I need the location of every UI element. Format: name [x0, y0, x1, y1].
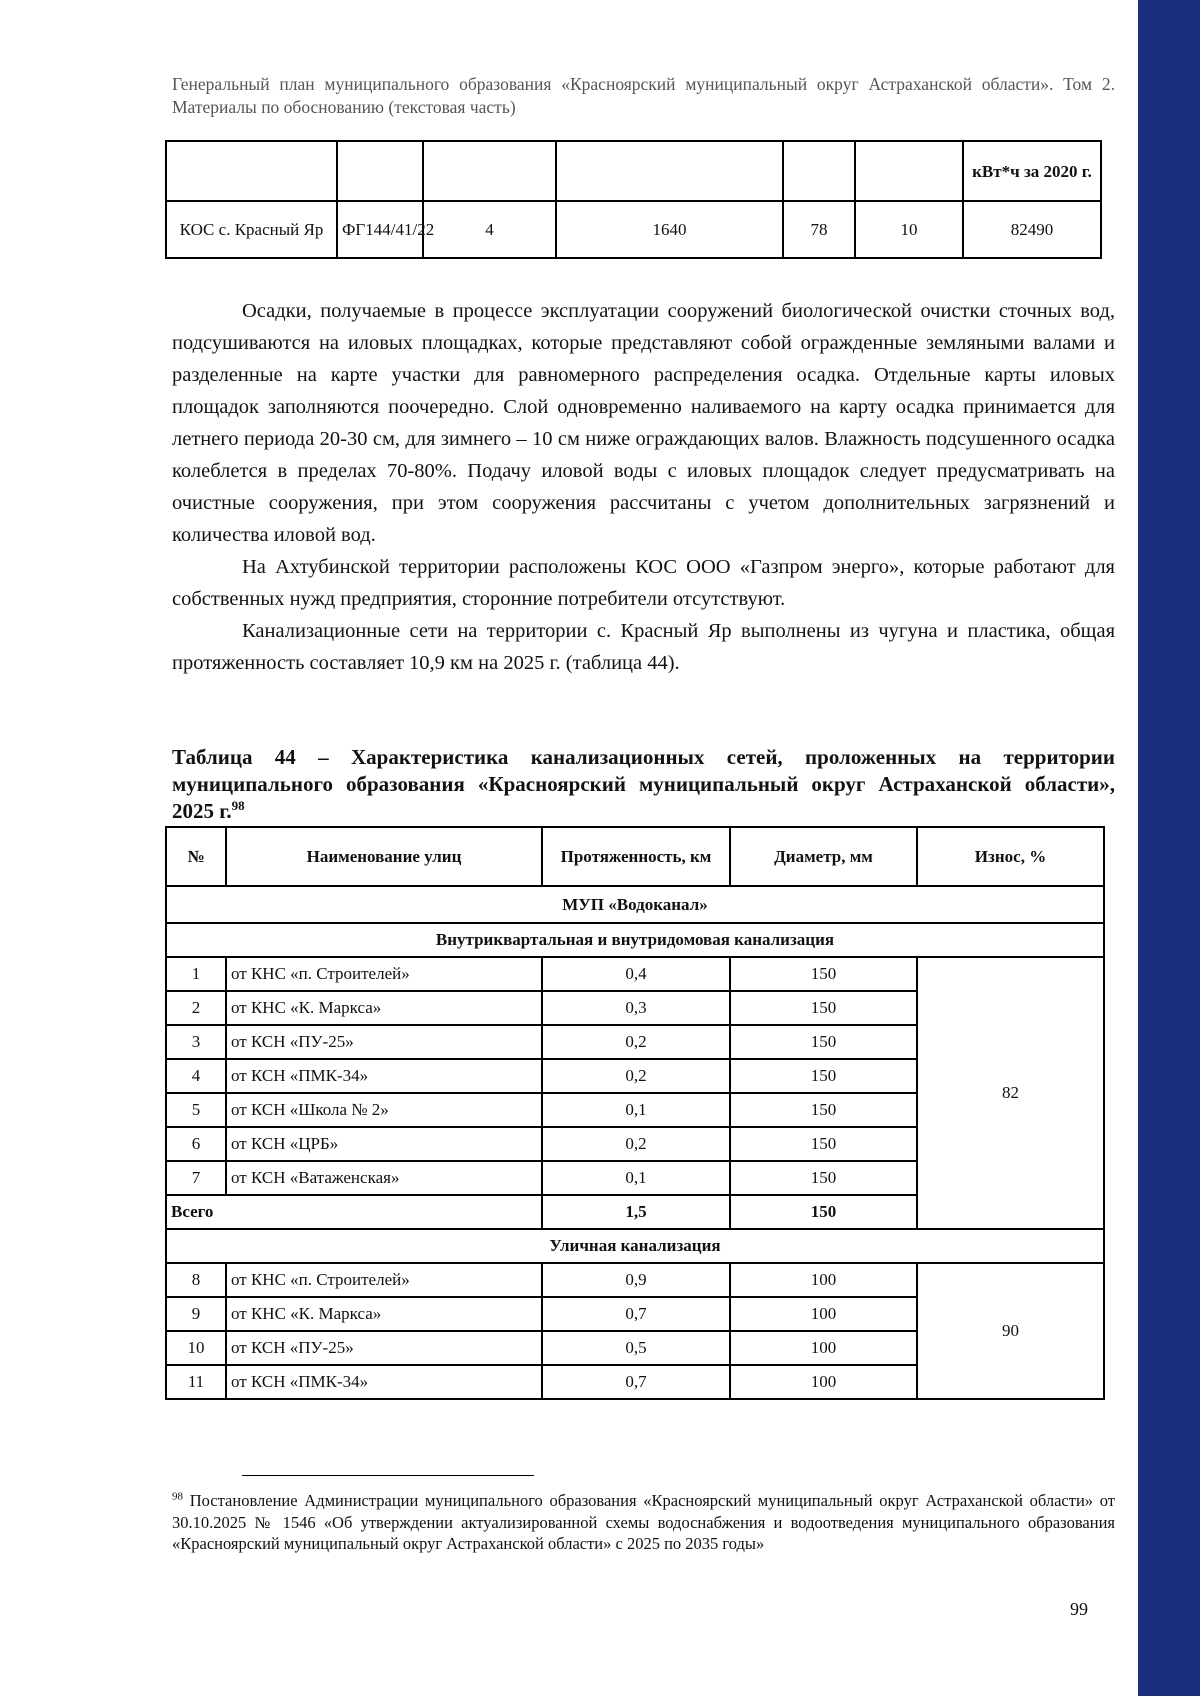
page-number: 99: [1070, 1599, 1088, 1619]
row-number: 7: [166, 1161, 226, 1195]
top-table-cell: 1640: [556, 201, 783, 258]
section-title-row: [166, 923, 1104, 957]
top-table-cell: 10: [855, 201, 963, 258]
diameter-mm: 100: [730, 1331, 917, 1365]
body-text: [172, 295, 1115, 679]
diameter-mm: 150: [730, 1161, 917, 1195]
street-name: от КСН «ПМК-34»: [226, 1059, 542, 1093]
total-diameter: 150: [730, 1195, 917, 1229]
top-table: [165, 140, 1102, 259]
org-row: [166, 886, 1104, 923]
viewer-side-strip: [1138, 0, 1200, 1696]
row-number: 4: [166, 1059, 226, 1093]
top-table-cell: ФГ144/41/22: [337, 201, 423, 258]
column-header: №: [166, 827, 226, 886]
total-label: Всего: [166, 1195, 542, 1229]
footnote-ref: 98: [231, 798, 245, 813]
column-header: Наименование улиц: [226, 827, 542, 886]
table-caption: [172, 744, 1115, 825]
top-table-empty-cell: [855, 141, 963, 201]
top-table-empty-cell: [337, 141, 423, 201]
section-title-row: [166, 1229, 1104, 1263]
table-caption-text: Таблица 44 – Характеристика канализационных сетей, проложенных на территории муниципального образования «Красноярский муниципальный округ Астраханской области», 2025 г.: [172, 745, 1115, 823]
top-table-cell: 78: [783, 201, 855, 258]
top-table-cell: 4: [423, 201, 556, 258]
diameter-mm: 100: [730, 1297, 917, 1331]
diameter-mm: 150: [730, 1059, 917, 1093]
top-table-empty-cell: [556, 141, 783, 201]
diameter-mm: 100: [730, 1365, 917, 1399]
row-number: 6: [166, 1127, 226, 1161]
street-name: от КНС «п. Строителей»: [226, 957, 542, 991]
top-table-cell: КОС с. Красный Яр: [166, 201, 337, 258]
row-number: 2: [166, 991, 226, 1025]
length-km: 0,3: [542, 991, 730, 1025]
org-cell: МУП «Водоканал»: [166, 886, 1104, 923]
street-name: от КНС «п. Строителей»: [226, 1263, 542, 1297]
row-number: 3: [166, 1025, 226, 1059]
length-km: 0,1: [542, 1161, 730, 1195]
table-row: [166, 957, 1104, 991]
row-number: 10: [166, 1331, 226, 1365]
total-length: 1,5: [542, 1195, 730, 1229]
top-table-empty-cell: [783, 141, 855, 201]
paragraph: Осадки, получаемые в процессе эксплуатации сооружений биологической очистки сточных вод, подсушиваются на иловых площадках, которые представляют собой огражденные земляными валами и разделенные на карте участки для равномерного распределения осадка. Отдельные карты иловых площадок заполняются поочередно. Слой одновременно наливаемого на карту осадка принимается для летнего периода 20-30 см, для зимнего – 10 см ниже ограждающих валов. Влажность подсушенного осадка колеблется в пределах 70-80%. Подачу иловой воды с иловых площадок следует предусматривать на очистные сооружения, при этом сооружения рассчитаны с учетом дополнительных загрязнений и количества иловой вод.: [172, 300, 1115, 546]
street-name: от КНС «К. Маркса»: [226, 991, 542, 1025]
street-name: от КСН «ЦРБ»: [226, 1127, 542, 1161]
running-header: Генеральный план муниципального образования «Красноярский муниципальный округ Астраханской области». Том 2. Материалы по обоснованию (текстовая часть): [172, 74, 1115, 117]
length-km: 0,4: [542, 957, 730, 991]
footnote: [172, 1490, 1115, 1555]
column-header: Диаметр, мм: [730, 827, 917, 886]
street-name: от КСН «Школа № 2»: [226, 1093, 542, 1127]
column-header: Протяженность, км: [542, 827, 730, 886]
length-km: 0,1: [542, 1093, 730, 1127]
top-table-cell: 82490: [963, 201, 1101, 258]
length-km: 0,7: [542, 1365, 730, 1399]
top-table-empty-cell: [166, 141, 337, 201]
diameter-mm: 150: [730, 957, 917, 991]
row-number: 9: [166, 1297, 226, 1331]
wear-percent: 82: [917, 957, 1104, 1229]
table-header-row: [166, 827, 1104, 886]
diameter-mm: 150: [730, 1025, 917, 1059]
length-km: 0,7: [542, 1297, 730, 1331]
row-number: 8: [166, 1263, 226, 1297]
row-number: 11: [166, 1365, 226, 1399]
paragraph: Канализационные сети на территории с. Красный Яр выполнены из чугуна и пластика, общая протяженность составляет 10,9 км на 2025 г. (таблица 44).: [172, 620, 1115, 674]
top-table-row: [166, 201, 1101, 258]
section-title: Внутриквартальная и внутридомовая канализация: [166, 923, 1104, 957]
paragraph: На Ахтубинской территории расположены КОС ООО «Газпром энерго», которые работают для собственных нужд предприятия, сторонние потребители отсутствуют.: [172, 556, 1115, 610]
street-name: от КСН «Ватаженская»: [226, 1161, 542, 1195]
wear-percent: 90: [917, 1263, 1104, 1399]
street-name: от КСН «ПМК-34»: [226, 1365, 542, 1399]
column-header: Износ, %: [917, 827, 1104, 886]
footnote-divider: [242, 1475, 534, 1476]
top-table-header-cell: кВт*ч за 2020 г.: [963, 141, 1101, 201]
top-table-header-row: [166, 141, 1101, 201]
street-name: от КСН «ПУ-25»: [226, 1025, 542, 1059]
diameter-mm: 150: [730, 1127, 917, 1161]
length-km: 0,5: [542, 1331, 730, 1365]
length-km: 0,2: [542, 1025, 730, 1059]
street-name: от КНС «К. Маркса»: [226, 1297, 542, 1331]
sewer-networks-table: [165, 826, 1105, 1400]
diameter-mm: 100: [730, 1263, 917, 1297]
table-row: [166, 1263, 1104, 1297]
length-km: 0,2: [542, 1127, 730, 1161]
footnote-text: Постановление Администрации муниципального образования «Красноярский муниципальный округ Астраханской области» от 30.10.2025 № 1546 «Об утверждении актуализированной схемы водоснабжения и водоотведения муниципального образования «Красноярский муниципальный округ Астраханской области» с 2025 по 2035 годы»: [172, 1491, 1116, 1553]
top-table-empty-cell: [423, 141, 556, 201]
footnote-number: 98: [172, 1490, 183, 1503]
length-km: 0,9: [542, 1263, 730, 1297]
length-km: 0,2: [542, 1059, 730, 1093]
street-name: от КСН «ПУ-25»: [226, 1331, 542, 1365]
row-number: 1: [166, 957, 226, 991]
section-title: Уличная канализация: [166, 1229, 1104, 1263]
diameter-mm: 150: [730, 991, 917, 1025]
row-number: 5: [166, 1093, 226, 1127]
diameter-mm: 150: [730, 1093, 917, 1127]
